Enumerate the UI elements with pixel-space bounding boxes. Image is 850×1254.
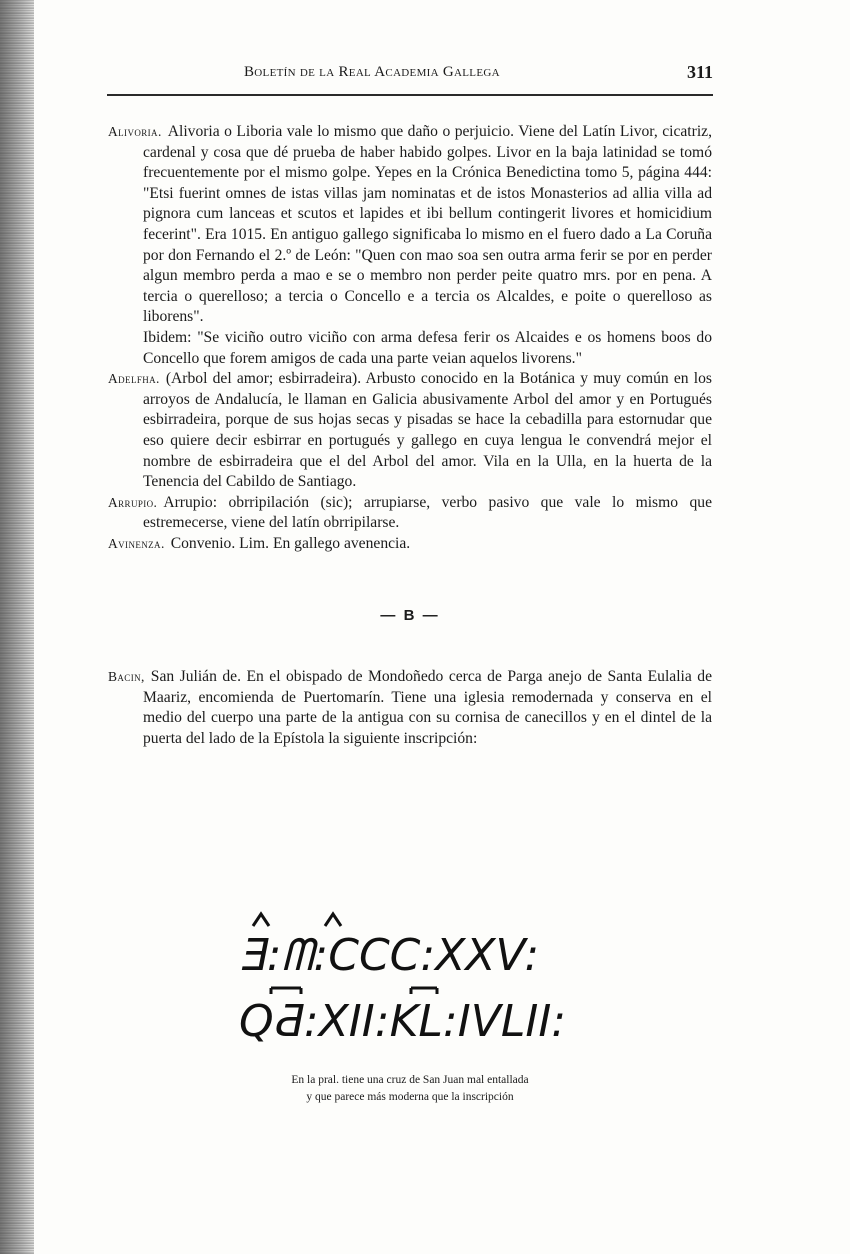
header-rule bbox=[107, 94, 713, 96]
inscription-line-1: Ǝ:ᗰ:CCC:XXV: bbox=[239, 930, 540, 981]
entry-alivoria bbox=[108, 122, 712, 328]
entry-text: (Arbol del amor; esbirradeira). Arbusto conocido en la Botánica y muy común en los arroyos de Andalucía, le llaman en Galicia abusivamente Arbol del amor y en Portugués esbirradeira, porque de sus hojas secas y pisadas se hace la cebadilla para estornudar que eso quiere decir esbirrar en portugués y gallego en cuya lengua le convendrá mejor el nombre de esbirradeira que el del Arbol del amor. Vila en la Ulla, en la huerta de la Tenencia del Cabildo de Santiago. bbox=[143, 370, 712, 491]
inscription-figure bbox=[225, 908, 645, 1058]
page-header bbox=[107, 62, 713, 86]
entry-text: Convenio. Lim. En gallego avenencia. bbox=[170, 534, 411, 552]
running-title: Boletín de la Real Academia Gallega bbox=[244, 64, 500, 80]
entry-adelfha bbox=[108, 369, 712, 493]
page-body bbox=[108, 122, 712, 749]
abbreviation-bar-icon bbox=[271, 988, 301, 994]
entry-alivoria-ibidem: Ibidem: "Se viciño outro viciño con arma defesa ferir os Alcaides e os homens boos do Concello que forem amigos de cada una parte veian aquelos livorens." bbox=[143, 328, 712, 367]
entry-headword: Bacin, bbox=[108, 669, 145, 685]
entry-bacin bbox=[108, 667, 712, 749]
section-letter-heading: — B — bbox=[380, 607, 440, 625]
abbreviation-mark-icon bbox=[253, 914, 269, 926]
entry-text: Alivoria o Liboria vale lo mismo que daño o perjuicio. Viene del Latín Livor, cicatriz, cardenal y cosa que dé prueba de haber habido golpes. Livor en la baja latinidad se tomó frecuentemente por el mismo golpe. Yepes en la Crónica Benedictina tomo 5, página 444: "Etsi fuerint omnes de istas villas jam nominatas et de istos Monasterios ad allia villa ad pignora cum lanceas et scutos et lapides et ibi bellum contingerit livores et homicidium fecerint". Era 1015. En antiguo gallego significaba lo mismo en el fuero dado a La Coruña por don Fernando el 2.º de León: "Quen con mao soa sen outra arma ferir se por en perder algun membro perda a mao e se o membro non perder peite quatro mrs. por en pena. A tercia o querelloso; a tercia o Concello e a tercia os Alcaldes, e poite o querelloso as liborens". bbox=[143, 123, 712, 326]
abbreviation-bar-icon bbox=[411, 988, 437, 994]
caption-line: En la pral. tiene una cruz de San Juan mal entallada bbox=[291, 1074, 529, 1086]
abbreviation-mark-icon bbox=[325, 914, 341, 926]
entry-headword: Alivoria. bbox=[108, 124, 162, 139]
page-number: 311 bbox=[686, 62, 713, 82]
caption-line: y que parece más moderna que la inscripción bbox=[306, 1091, 514, 1103]
entry-arrupio bbox=[108, 493, 712, 534]
entry-headword: Avinenza. bbox=[108, 535, 165, 551]
inscription-line-2: QƋ:XII:KL:IVLII: bbox=[239, 996, 567, 1047]
entry-text: Arrupio: obrripilación (sic); arrupiarse, verbo pasivo que vale lo mismo que estremecerse, viene del latín obrripilarse. bbox=[143, 493, 712, 532]
inscription-caption bbox=[180, 1072, 640, 1106]
scan-binding-edge bbox=[0, 0, 34, 1254]
entry-headword: Adelfha. bbox=[108, 371, 160, 387]
entry-text: San Julián de. En el obispado de Mondoñedo cerca de Parga anejo de Santa Eulalia de Maariz, encomienda de Puertomarín. Tiene una iglesia remodernada y conserva en el medio del cuerpo una parte de la antigua con su cornisa de canecillos y en el dintel de la puerta del lado de la Epístola la siguiente inscripción: bbox=[143, 668, 712, 747]
entry-headword: Arrupio. bbox=[108, 494, 158, 510]
entry-avinenza bbox=[108, 534, 712, 555]
inscription-drawing bbox=[225, 908, 645, 1058]
